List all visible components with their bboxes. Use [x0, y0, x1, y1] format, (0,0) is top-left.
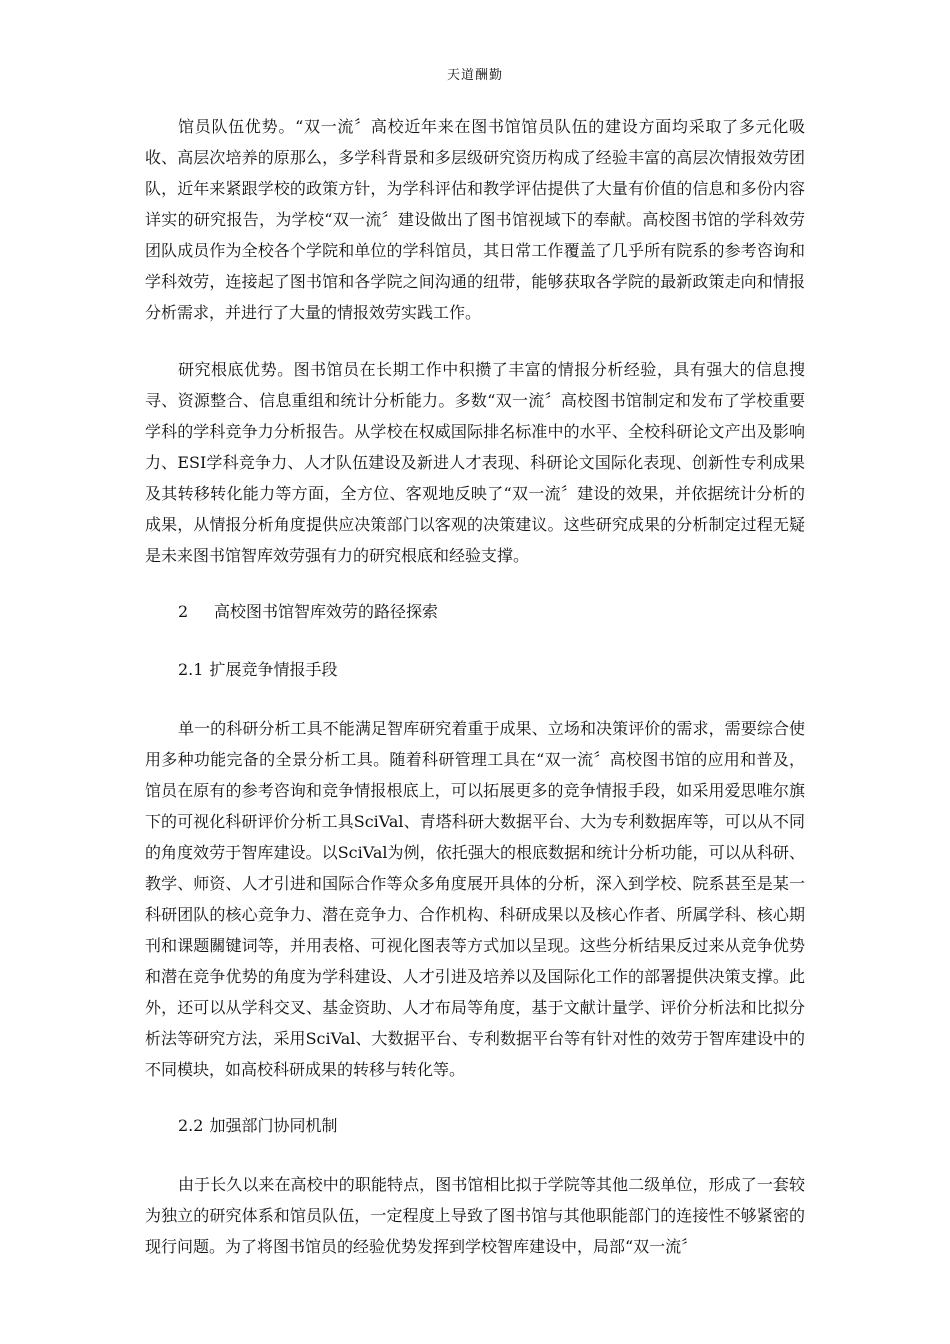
section-heading-2-1	[145, 655, 805, 685]
paragraph-competitive-intelligence: 单一的科研分析工具不能满足智库研究着重于成果、立场和决策评价的需求，需要综合使用多种功能完备的全景分析工具。随着科研管理工具在“双一流〞高校图书馆的应用和普及，馆员在原有的参考咨询和竞争情报根底上，可以拓展更多的竞争情报手段，如采用爱思唯尔旗下的可视化科研评价分析工具SciVal、青塔科研大数据平台、大为专利数据库等，可以从不同的角度效劳于智库建设。以SciVal为例，依托强大的根底数据和统计分析功能，可以从科研、教学、师资、人才引进和国际合作等众多角度展开具体的分析，深入到学校、院系甚至是某一科研团队的核心竞争力、潜在竞争力、合作机构、科研成果以及核心作者、所属学科、核心期刊和课题關键词等，并用表格、可视化图表等方式加以呈现。这些分析结果反过来从竞争优势和潜在竞争优势的角度为学科建设、人才引进及培养以及国际化工作的部署提供决策支撑。此外，还可以从学科交叉、基金资助、人才布局等角度，基于文献计量学、评价分析法和比拟分析法等研究方法，采用SciVal、大数据平台、专利数据平台等有针对性的效劳于智库建设中的不同模块，如高校科研成果的转移与转化等。	[145, 719, 805, 1079]
paragraph-research-advantage: 研究根底优势。图书馆员在长期工作中积攒了丰富的情报分析经验，具有强大的信息搜寻、资源整合、信息重组和统计分析能力。多数“双一流〞高校图书馆制定和发布了学校重要学科的学科竞争力分析报告。从学校在权威国际排名标准中的水平、全校科研论文产出及影响力、ESI学科竞争力、人才队伍建设及新进人才表现、科研论文国际化表现、创新性专利成果及其转移转化能力等方面，全方位、客观地反映了“双一流〞建设的效果，并依据统计分析的成果，从情报分析角度提供应决策部门以客观的决策建议。这些研究成果的分析制定过程无疑是未来图书馆智库效劳强有力的研究根底和经验支撑。	[145, 360, 805, 565]
section-title: 扩展竞争情报手段	[209, 660, 338, 679]
section-title: 高校图书馆智库效劳的路径探索	[214, 602, 439, 621]
section-heading-2-2	[145, 1111, 805, 1141]
paragraph-department-collaboration: 由于长久以来在高校中的职能特点，图书馆相比拟于学院等其他二级单位，形成了一套较为独立的研究体系和馆员队伍，一定程度上导致了图书馆与其他职能部门的连接性不够紧密的现行问题。为了将图书馆员的经验优势发挥到学校智库建设中，局部“双一流〞	[145, 1175, 805, 1256]
document-body	[145, 111, 805, 1288]
section-number: 2.1	[178, 660, 204, 679]
section-number: 2.2	[178, 1116, 204, 1135]
page-header	[0, 64, 950, 83]
section-number: 2	[178, 602, 189, 621]
paragraph-staff-advantage: 馆员队伍优势。“双一流〞高校近年来在图书馆馆员队伍的建设方面均采取了多元化吸收、高层次培养的原那么，多学科背景和多层级研究资历构成了经验丰富的高层次情报效劳团队，近年来紧跟学校的政策方针，为学科评估和教学评估提供了大量有价值的信息和多份内容详实的研究报告，为学校“双一流〞建设做出了图书馆视域下的奉献。高校图书馆的学科效劳团队成员作为全校各个学院和单位的学科馆员，其日常工作覆盖了几乎所有院系的参考咨询和学科效劳，连接起了图书馆和各学院之间沟通的纽带，能够获取各学院的最新政策走向和情报分析需求，并进行了大量的情报效劳实践工作。	[145, 117, 805, 322]
header-title: 天道酬勤	[446, 68, 503, 83]
section-title: 加强部门协同机制	[209, 1116, 338, 1135]
section-heading-2	[145, 597, 805, 627]
